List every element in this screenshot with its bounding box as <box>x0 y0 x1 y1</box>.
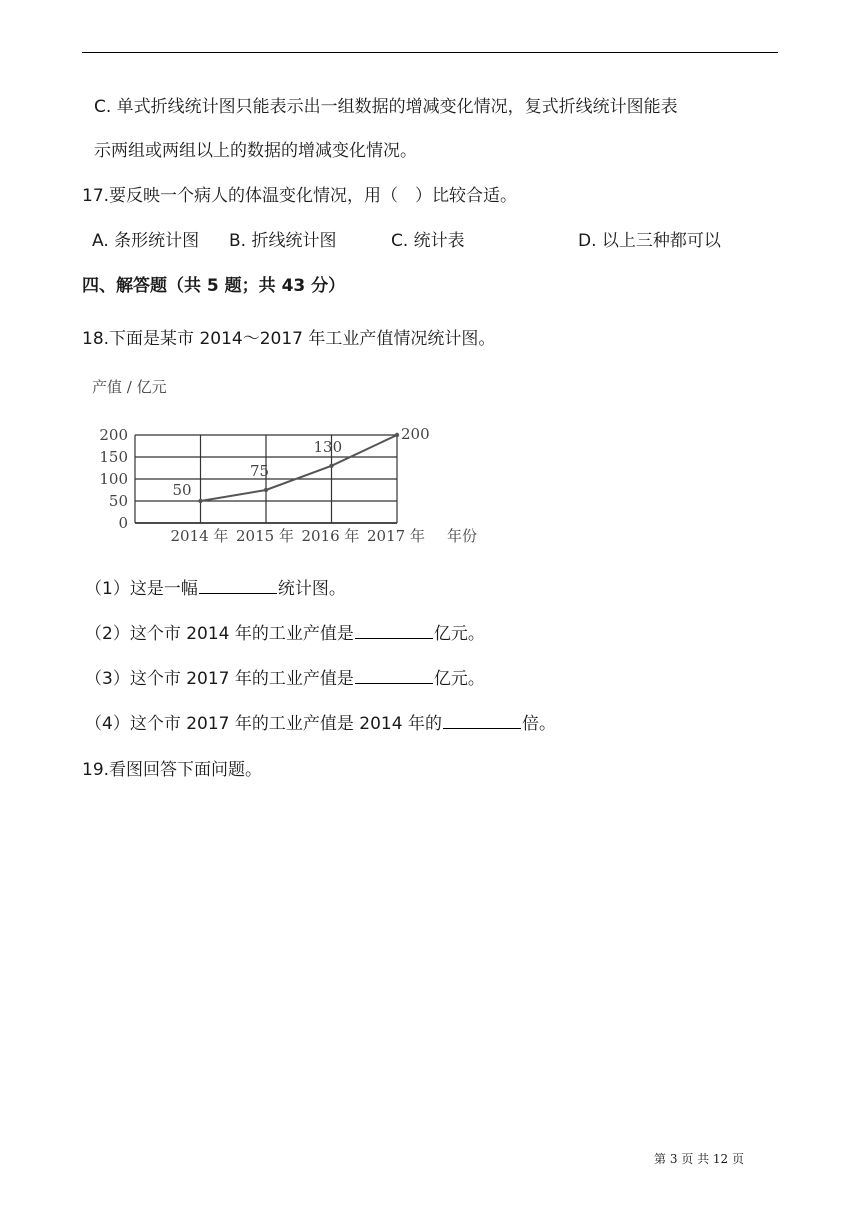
section-heading: 四、解答题（共 5 题；共 43 分） <box>82 276 346 296</box>
chart-xlabel: 年份 <box>447 527 478 545</box>
answer-blank-4[interactable] <box>443 711 521 729</box>
header-rule <box>82 52 778 53</box>
chart-ylabel: 产值 / 亿元 <box>92 378 167 396</box>
q18-sub1-pre: （1）这是一幅 <box>85 579 198 599</box>
data-point <box>395 433 399 437</box>
answer-blank-1[interactable] <box>199 576 277 594</box>
y-tick-label: 100 <box>99 470 128 488</box>
data-point <box>329 464 333 468</box>
y-tick-label: 200 <box>99 426 128 444</box>
q16-option-c-line2: 示两组或两组以上的数据的增减变化情况。 <box>94 141 417 161</box>
q17-stem: 17.要反映一个病人的体温变化情况，用（ ）比较合适。 <box>82 186 518 206</box>
x-tick-label: 2016 年 <box>301 527 360 545</box>
series-line <box>201 435 398 501</box>
page-footer: 第 3 页 共 12 页 <box>654 1152 744 1166</box>
q17-option-b: B. 折线统计图 <box>229 231 337 251</box>
x-tick-label: 2015 年 <box>236 527 294 545</box>
q16-option-c-line1: C. 单式折线统计图只能表示出一组数据的增减变化情况，复式折线统计图能表 <box>94 97 678 117</box>
q18-sub3-pre: （3）这个市 2017 年的工业产值是 <box>85 669 354 689</box>
q18-sub2-post: 亿元。 <box>433 624 485 644</box>
q17-option-a: A. 条形统计图 <box>92 231 200 251</box>
industrial-output-line-chart <box>80 370 500 555</box>
data-label: 200 <box>401 425 430 443</box>
data-point <box>198 499 202 503</box>
data-label: 75 <box>250 462 270 480</box>
y-tick-label: 150 <box>99 448 128 466</box>
data-label: 50 <box>172 481 192 499</box>
q17-option-d: D. 以上三种都可以 <box>578 231 721 251</box>
q18-sub2 <box>85 621 485 646</box>
q18-sub2-pre: （2）这个市 2014 年的工业产值是 <box>85 624 354 644</box>
q18-sub1 <box>85 576 346 601</box>
q18-sub1-post: 统计图。 <box>277 579 346 599</box>
y-tick-label: 0 <box>118 514 128 532</box>
x-tick-label: 2017 年 <box>367 527 425 545</box>
q19-stem: 19.看图回答下面问题。 <box>82 760 263 780</box>
q17-option-c: C. 统计表 <box>391 231 465 251</box>
x-tick-label: 2014 年 <box>170 527 229 545</box>
q18-sub4-post: 倍。 <box>521 714 556 734</box>
q18-sub4 <box>85 711 556 736</box>
q18-sub3-post: 亿元。 <box>433 669 485 689</box>
data-label: 130 <box>313 437 343 456</box>
q18-sub4-pre: （4）这个市 2017 年的工业产值是 2014 年的 <box>85 714 442 734</box>
data-point <box>264 488 268 492</box>
answer-blank-2[interactable] <box>355 621 433 639</box>
q18-stem: 18.下面是某市 2014～2017 年工业产值情况统计图。 <box>82 329 496 349</box>
q18-sub3 <box>85 666 485 691</box>
answer-blank-3[interactable] <box>355 666 433 684</box>
y-tick-label: 50 <box>108 492 128 510</box>
